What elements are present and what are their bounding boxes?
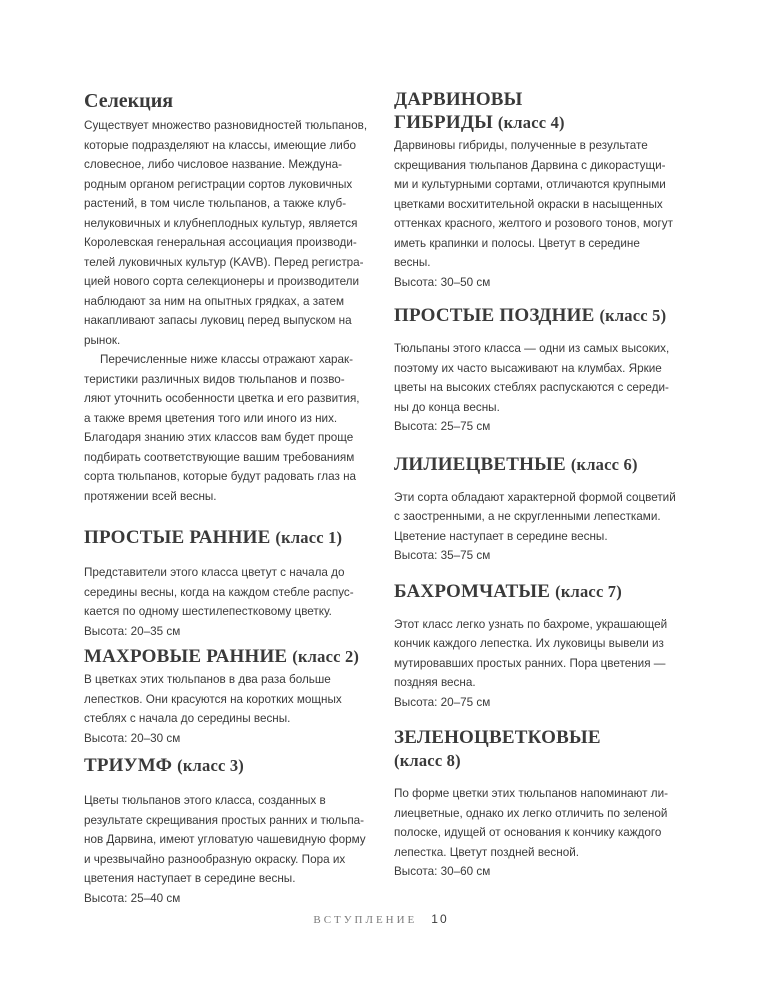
- class-4-heading: [394, 88, 690, 134]
- text-line: скрещивания тюльпанов Дарвина с дикорастущи-: [394, 158, 666, 172]
- text-line: протяжении всей весны.: [84, 489, 217, 503]
- text-line: Представители этого класса цветут с начала до: [84, 566, 345, 579]
- text-line: В цветках этих тюльпанов в два раза больше: [84, 673, 331, 686]
- text-line: а также время цветения того или иного из них.: [84, 411, 338, 425]
- class-3-heading: [84, 754, 380, 777]
- class-8-height: Высота: 30–60 см: [394, 865, 491, 878]
- class-5-number: (класс 5): [599, 306, 667, 325]
- class-5-name: ПРОСТЫЕ ПОЗДНИЕ: [394, 305, 595, 326]
- text-line: Существует множество разновидностей тюльпанов,: [84, 119, 368, 132]
- class-7-heading: [394, 580, 690, 603]
- text-line: сорта тюльпанов, которые будут радовать глаз на: [84, 470, 357, 483]
- selection-paragraph-2: [84, 350, 380, 506]
- text-line: Этот класс легко узнать по бахроме, украшающей: [394, 617, 668, 631]
- class-8-heading: [394, 726, 690, 772]
- class-4-height: Высота: 30–50 см: [394, 275, 491, 289]
- text-line: оттенках красного, желтого и розового тонов, могут: [394, 217, 673, 230]
- text-line: рынок.: [84, 333, 121, 347]
- text-line: Эти сорта обладают характерной формой соцветий: [394, 490, 676, 504]
- text-line: подбирать соответствующие вашим требованиям: [84, 450, 355, 464]
- text-line: Цветение наступает в середине весны.: [394, 529, 608, 543]
- text-line: Перечисленные ниже классы отражают харак-: [100, 353, 354, 366]
- page-number: 10: [431, 912, 449, 926]
- text-line: Благодаря знанию этих классов вам будет проще: [84, 431, 354, 444]
- class-5-description: [394, 339, 690, 417]
- class-1-heading: [84, 526, 380, 549]
- text-line: цветения наступает в середине весны.: [84, 872, 296, 885]
- class-4-description: [394, 136, 690, 273]
- text-line: ны до конца весны.: [394, 400, 500, 414]
- text-line: цветками восхитительной окраски в насыщенных: [394, 197, 663, 211]
- class-4-name-line-1: ДАРВИНОВЫ: [394, 89, 523, 110]
- text-line: Королевская генеральная ассоциация производи-: [84, 236, 357, 249]
- text-line: По форме цветки этих тюльпанов напоминают ли-: [394, 787, 669, 800]
- text-line: середины весны, когда на каждом стебле распус-: [84, 585, 354, 599]
- class-6-number: (класс 6): [570, 454, 638, 474]
- class-6-heading: [394, 453, 690, 476]
- running-section-title: ВСТУПЛЕНИЕ: [313, 914, 418, 926]
- class-1-description: [84, 563, 380, 622]
- text-line: нов Дарвина, имеют угловатую чашевидную форму: [84, 833, 366, 846]
- class-6-description: [394, 488, 690, 547]
- text-line: теристики различных видов тюльпанов и позво-: [84, 372, 345, 386]
- text-line: наблюдают за ним на опытных грядках, а затем: [84, 294, 345, 308]
- class-2-number: (класс 2): [292, 647, 360, 666]
- left-column: [84, 88, 380, 908]
- text-line: результате скрещивания простых ранних и тюльпа-: [84, 813, 365, 827]
- text-line: ляют уточнить особенности цветка и его развития,: [84, 392, 360, 405]
- text-line: поэтому их часто высаживают на клумбах. Яркие: [394, 361, 662, 375]
- text-line: растений, в том числе тюльпанов, а также клуб-: [84, 197, 347, 210]
- class-3-height: Высота: 25–40 см: [84, 891, 181, 905]
- text-line: нелуковичных и клубнеплодных культур, является: [84, 216, 358, 230]
- text-line: кончик каждого лепестка. Их луковицы вывели из: [394, 637, 664, 650]
- text-line: с заостренными, а не скругленными лепестками.: [394, 510, 661, 523]
- text-line: родным органом регистрации сортов луковичных: [84, 177, 353, 191]
- class-7-description: [394, 615, 690, 693]
- class-2-description: [84, 670, 380, 729]
- text-line: мутировавших простых ранних. Пора цветения —: [394, 656, 666, 670]
- text-line: которые подразделяют на классы, имеющие либо: [84, 138, 357, 152]
- class-8-description: [394, 784, 690, 862]
- text-line: Цветы тюльпанов этого класса, созданных в: [84, 794, 326, 807]
- text-line: цветы на высоких стеблях распускаются с середи-: [394, 381, 669, 394]
- text-line: словесное, либо числовое название. Междуна-: [84, 158, 342, 171]
- class-2-heading: [84, 645, 380, 668]
- text-line: Тюльпаны этого класса — одни из самых высоких,: [394, 342, 670, 355]
- class-7-number: (класс 7): [555, 581, 622, 601]
- page-footer: [0, 912, 762, 926]
- class-3-name: ТРИУМФ: [84, 755, 173, 776]
- text-line: поздняя весна.: [394, 676, 476, 689]
- class-4-number: (класс 4): [497, 113, 565, 132]
- text-line: весны.: [394, 256, 431, 269]
- text-line: иметь крапинки и полосы. Цветут в середине: [394, 236, 640, 250]
- class-6-height: Высота: 35–75 см: [394, 549, 491, 562]
- class-1-number: (класс 1): [275, 528, 343, 547]
- text-line: Дарвиновы гибриды, полученные в результате: [394, 139, 648, 152]
- text-line: накапливают запасы луковиц перед выпуском на: [84, 314, 352, 327]
- selection-paragraph-1: [84, 116, 380, 350]
- text-line: полоске, идущей от основания к кончику каждого: [394, 826, 662, 839]
- class-7-name: БАХРОМЧАТЫЕ: [394, 580, 551, 602]
- text-line: кается по одному шестилепестковому цветку.: [84, 605, 332, 618]
- class-3-number: (класс 3): [177, 756, 244, 775]
- class-1-name: ПРОСТЫЕ РАННИЕ: [84, 527, 271, 548]
- class-4-name-line-2: ГИБРИДЫ: [394, 112, 493, 133]
- text-line: лепестка. Цветут поздней весной.: [394, 845, 579, 859]
- text-line: и чрезвычайно разнообразную окраску. Пора их: [84, 852, 346, 866]
- text-line: стеблях с начала до середины весны.: [84, 712, 291, 725]
- class-2-name: МАХРОВЫЕ РАННИЕ: [84, 646, 288, 667]
- class-6-name: ЛИЛИЕЦВЕТНЫЕ: [394, 453, 566, 475]
- section-title-selection: Селекция: [84, 90, 174, 112]
- class-8-name: ЗЕЛЕНОЦВЕТКОВЫЕ: [394, 727, 601, 748]
- text-line: лиецветные, однако их легко отличить по зеленой: [394, 806, 668, 820]
- class-1-height: Высота: 20–35 см: [84, 624, 181, 638]
- text-line: ми и культурными сортами, отличаются крупными: [394, 178, 666, 191]
- class-3-description: [84, 791, 380, 889]
- class-5-heading: [394, 304, 690, 327]
- class-5-height: Высота: 25–75 см: [394, 420, 491, 433]
- class-8-number: (класс 8): [394, 751, 461, 770]
- class-7-height: Высота: 20–75 см: [394, 695, 491, 709]
- class-2-height: Высота: 20–30 см: [84, 731, 181, 745]
- right-column: [394, 88, 690, 882]
- text-line: телей луковичных культур (KAVB). Перед регистра-: [84, 255, 364, 269]
- text-line: лепестков. Они красуются на коротких мощных: [84, 692, 342, 706]
- text-line: цией нового сорта селекционеры и производители: [84, 275, 360, 288]
